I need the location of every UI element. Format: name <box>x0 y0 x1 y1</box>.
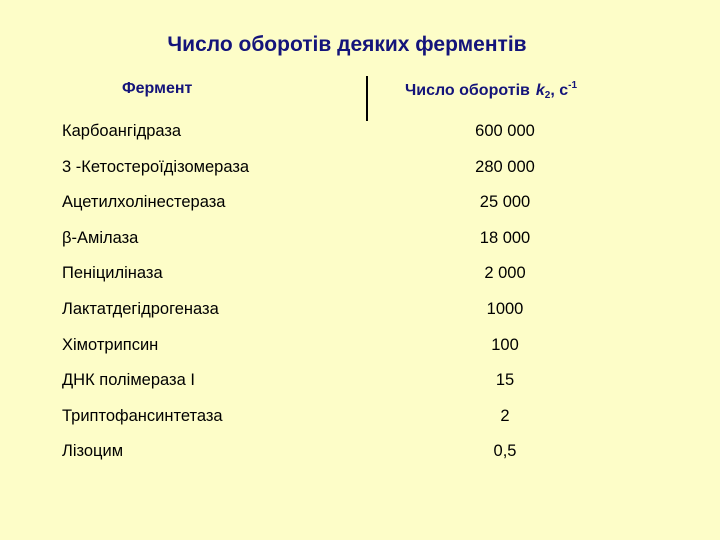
enzyme-table <box>0 117 720 473</box>
turnover-value: 2 000 <box>484 264 526 283</box>
enzyme-name: Лактатдегідрогеназа <box>62 299 219 318</box>
turnover-value: 15 <box>495 371 515 390</box>
turnover-unit-exponent: -1 <box>568 80 578 91</box>
turnover-value: 18 000 <box>479 228 531 247</box>
enzyme-name: Триптофансинтетаза <box>62 406 223 425</box>
table-row <box>0 295 720 331</box>
page-title: Число оборотів деяких ферментів <box>167 33 527 56</box>
enzyme-name: β-Амілаза <box>62 228 139 247</box>
turnover-value: 0,5 <box>493 442 517 461</box>
turnover-value: 2 <box>500 406 510 425</box>
enzyme-name: ДНК полімераза І <box>62 371 195 390</box>
turnover-value: 280 000 <box>475 157 535 176</box>
enzyme-name: Пеніциліназа <box>62 264 163 283</box>
table-row <box>0 437 720 473</box>
enzyme-name: Карбоангідраза <box>62 122 182 140</box>
column-header-enzyme: Фермент <box>122 80 193 97</box>
table-row <box>0 331 720 367</box>
turnover-label: Число оборотів <box>405 82 530 99</box>
enzyme-name: Ацетилхолінестераза <box>62 193 226 212</box>
table-row <box>0 259 720 295</box>
turnover-value: 600 000 <box>475 122 535 140</box>
column-header-turnover <box>405 80 577 101</box>
table-row <box>0 153 720 189</box>
turnover-unit: , с <box>550 82 569 99</box>
table-row <box>0 402 720 438</box>
enzyme-name: 3 -Кетостероїдізомераза <box>62 157 250 176</box>
turnover-value: 25 000 <box>479 193 531 212</box>
turnover-symbol: k <box>535 82 545 99</box>
enzyme-name: Лізоцим <box>62 442 124 461</box>
enzyme-name: Хімотрипсин <box>62 335 159 354</box>
turnover-value: 100 <box>491 335 519 354</box>
turnover-value: 1000 <box>486 299 524 318</box>
table-row <box>0 224 720 260</box>
turnover-subscript: 2 <box>544 90 551 101</box>
header-divider <box>366 76 368 121</box>
table-row <box>0 188 720 224</box>
table-row <box>0 117 720 153</box>
table-row <box>0 366 720 402</box>
